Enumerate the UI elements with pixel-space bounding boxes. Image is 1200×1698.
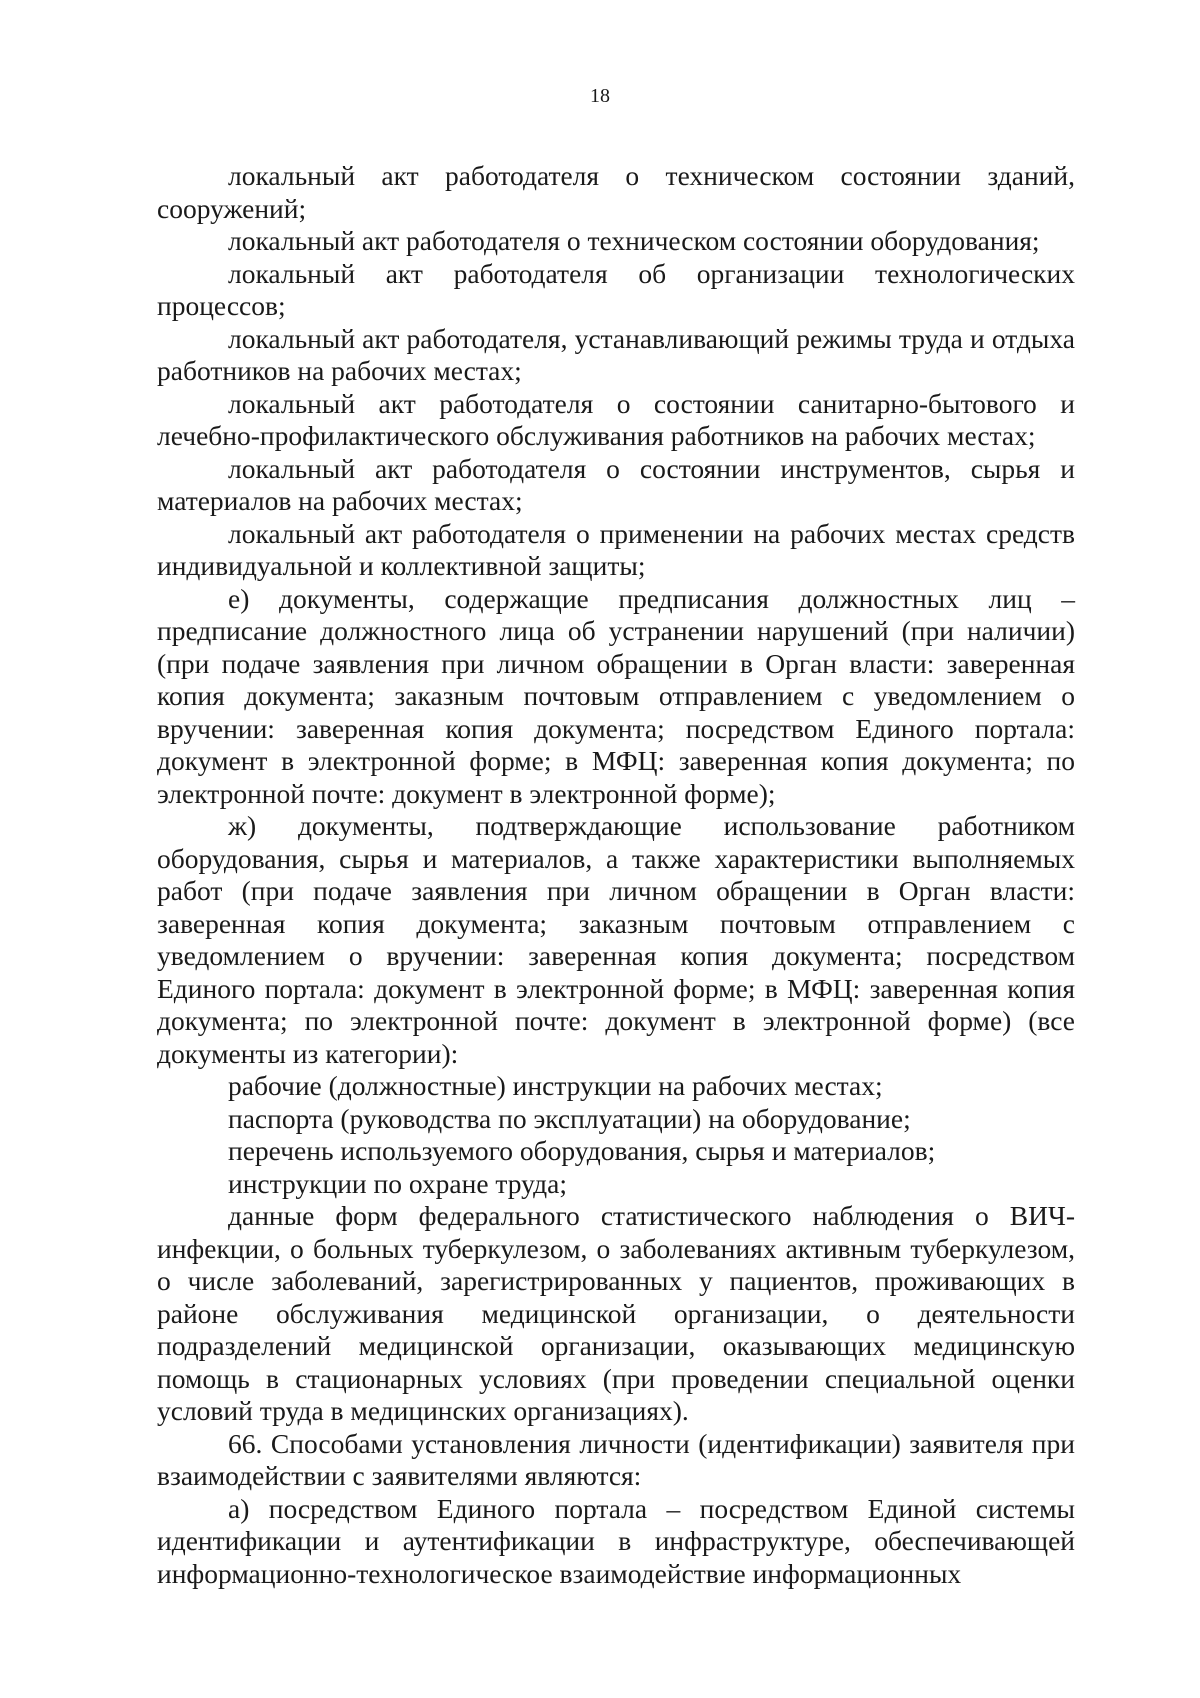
page-number: 18 bbox=[590, 85, 610, 107]
paragraph: паспорта (руководства по эксплуатации) на оборудование; bbox=[228, 1102, 911, 1134]
paragraph: а) посредством Единого портала – посредством Единой системы идентификации и аутентификации в инфраструктуре, обеспечивающей информационно-технологическое взаимодействие информационных bbox=[157, 1492, 1075, 1589]
paragraph: ж) документы, подтверждающие использование работником оборудования, сырья и материалов, а также характеристики выполняемых работ (при подаче заявления при личном обращении в Орган власти: заверенная копия документа; заказным почтовым отправлением с уведомлением о вручении: заверенная копия документа; посредством Единого портала: документ в электронной форме; в МФЦ: заверенная копия документа; по электронной почте: документ в электронной форме) (все документы из категории): bbox=[157, 810, 1075, 1069]
paragraph: рабочие (должностные) инструкции на рабочих местах; bbox=[228, 1070, 883, 1101]
paragraph: локальный акт работодателя о состоянии санитарно-бытового и лечебно-профилактического обслуживания работников на рабочих местах; bbox=[157, 387, 1075, 451]
paragraph: е) документы, содержащие предписания должностных лиц – предписание должностного лица об устранении нарушений (при наличии) (при подаче заявления при личном обращении в Орган власти: заверенная копия документа; заказным почтовым отправлением с уведомлением о вручении: заверенная копия документа; посредством Единого портала: документ в электронной форме; в МФЦ: заверенная копия документа; по электронной почте: документ в электронной форме); bbox=[157, 582, 1075, 809]
paragraph: локальный акт работодателя о техническом состоянии зданий, сооружений; bbox=[157, 160, 1075, 224]
paragraph: инструкции по охране труда; bbox=[228, 1167, 568, 1199]
document-body bbox=[157, 160, 1075, 1590]
paragraph: локальный акт работодателя, устанавливающий режимы труда и отдыха работников на рабочих местах; bbox=[157, 322, 1075, 386]
paragraph: локальный акт работодателя о техническом состоянии оборудования; bbox=[228, 225, 1040, 256]
paragraph: перечень используемого оборудования, сырья и материалов; bbox=[228, 1135, 936, 1166]
paragraph: локальный акт работодателя о применении на рабочих местах средств индивидуальной и коллективной защиты; bbox=[157, 517, 1075, 581]
paragraph: локальный акт работодателя об организации технологических процессов; bbox=[157, 257, 1075, 321]
paragraph: 66. Способами установления личности (идентификации) заявителя при взаимодействии с заявителями являются: bbox=[157, 1427, 1075, 1491]
paragraph: данные форм федерального статистического наблюдения о ВИЧ-инфекции, о больных туберкулезом, о заболеваниях активным туберкулезом, о числе заболеваний, зарегистрированных у пациентов, проживающих в районе обслуживания медицинской организации, о деятельности подразделений медицинской организации, оказывающих медицинскую помощь в стационарных условиях (при проведении специальной оценки условий труда в медицинских организациях). bbox=[157, 1200, 1075, 1426]
paragraph: локальный акт работодателя о состоянии инструментов, сырья и материалов на рабочих местах; bbox=[157, 452, 1075, 516]
